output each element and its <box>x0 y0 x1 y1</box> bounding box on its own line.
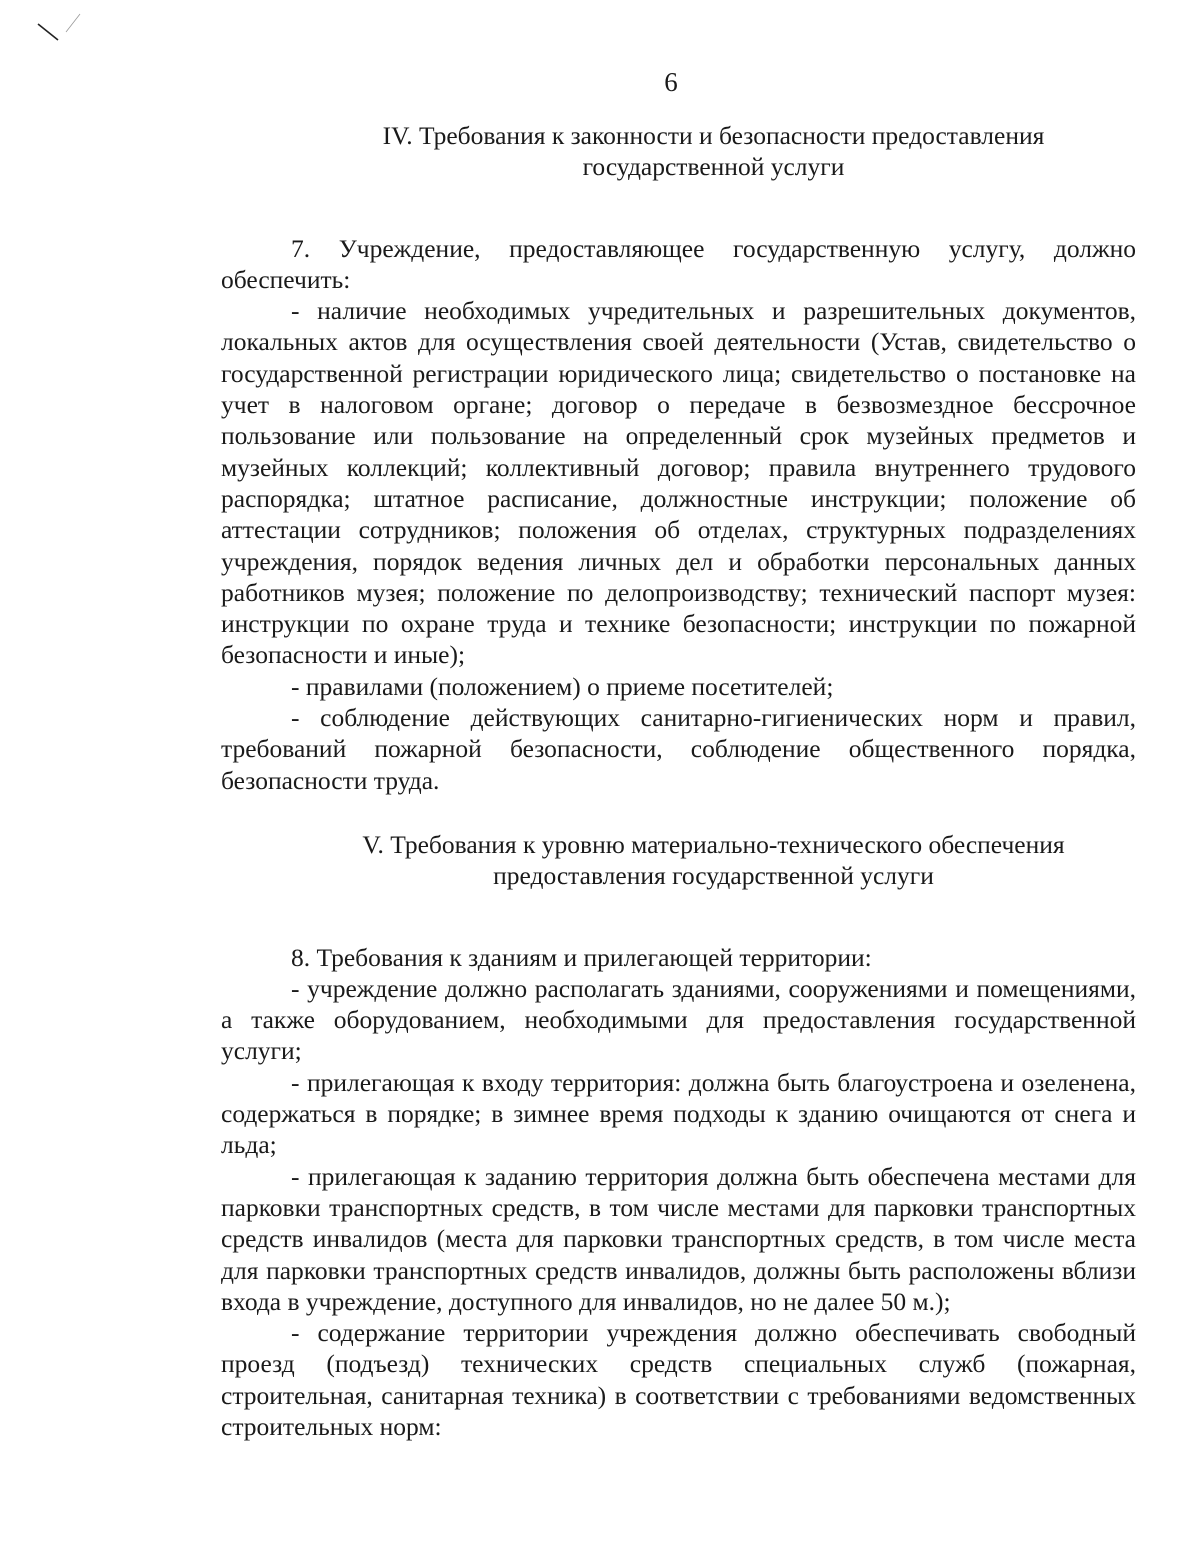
paragraph-parking: - прилегающая к заданию территория должна быть обеспечена местами для парковки транспортных средств, в том числе местами для парковки транспортных средств инвалидов (места для парковки транспортных средств, в том числе места для парковки транспортных средств инвалидов, должны быть расположены вблизи входа в учреждение, доступного для инвалидов, но не далее 50 м.); <box>221 1161 1136 1316</box>
section-4-heading-line-1: IV. Требования к законности и безопасности предоставления <box>382 121 1045 150</box>
scan-mark <box>36 10 86 50</box>
paragraph-7: 7. Учреждение, предоставляющее государственную услугу, должно обеспечить: <box>221 233 1136 294</box>
paragraph-special-services-access: - содержание территории учреждения должно обеспечивать свободный проезд (подъезд) технических средств специальных служб (пожарная, строительная, санитарная техника) в соответствии с требованиями ведомственных строительных норм: <box>221 1318 1136 1441</box>
paragraph-documents: - наличие необходимых учредительных и разрешительных документов, локальных актов для осуществления своей деятельности (Устав, свидетельство о государственной регистрации юридического лица; свидетельство о постановке на учет в налоговом органе; договор о передаче в безвозмездное бессрочное пользование или пользование на определенный срок музейных предметов и музейных коллекций; коллективный договор; правила внутреннего трудового распорядка; штатное расписание, должностные инструкции; положение об аттестации сотрудников; положения об отделах, структурных подразделениях учреждения, порядок ведения личных дел и обработки персональных данных работников музея; положение по делопроизводству; технический паспорт музея: инструкции по охране труда и технике безопасности; инструкции по пожарной безопасности и иные); <box>221 296 1136 670</box>
paragraph-buildings: - учреждение должно располагать зданиями, сооружениями и помещениями, а также оборудованием, необходимыми для предоставления государственной услуги; <box>221 973 1136 1066</box>
paragraph-sanitary-norms: - соблюдение действующих санитарно-гигиенических норм и правил, требований пожарной безопасности, соблюдение общественного порядка, безопасности труда. <box>221 703 1136 795</box>
section-5-heading-line-1: V. Требования к уровню материально-технического обеспечения <box>362 829 1065 859</box>
section-4-heading-line-2: государственной услуги <box>582 152 845 182</box>
paragraph-entrance-territory: - прилегающая к входу территория: должна быть благоустроена и озеленена, содержаться в порядке; в зимнее время подходы к зданию очищаются от снега и льда; <box>221 1067 1136 1160</box>
section-5-heading-line-2: предоставления государственной услуги <box>493 861 934 891</box>
document-body <box>221 120 1136 1442</box>
section-5-heading <box>291 829 1136 892</box>
paragraph-8: 8. Требования к зданиям и прилегающей территории: <box>291 942 872 972</box>
section-4-heading <box>291 120 1136 183</box>
page-number: 6 <box>664 67 678 97</box>
paragraph-visitor-rules: - правилами (положением) о приеме посетителей; <box>291 671 834 701</box>
